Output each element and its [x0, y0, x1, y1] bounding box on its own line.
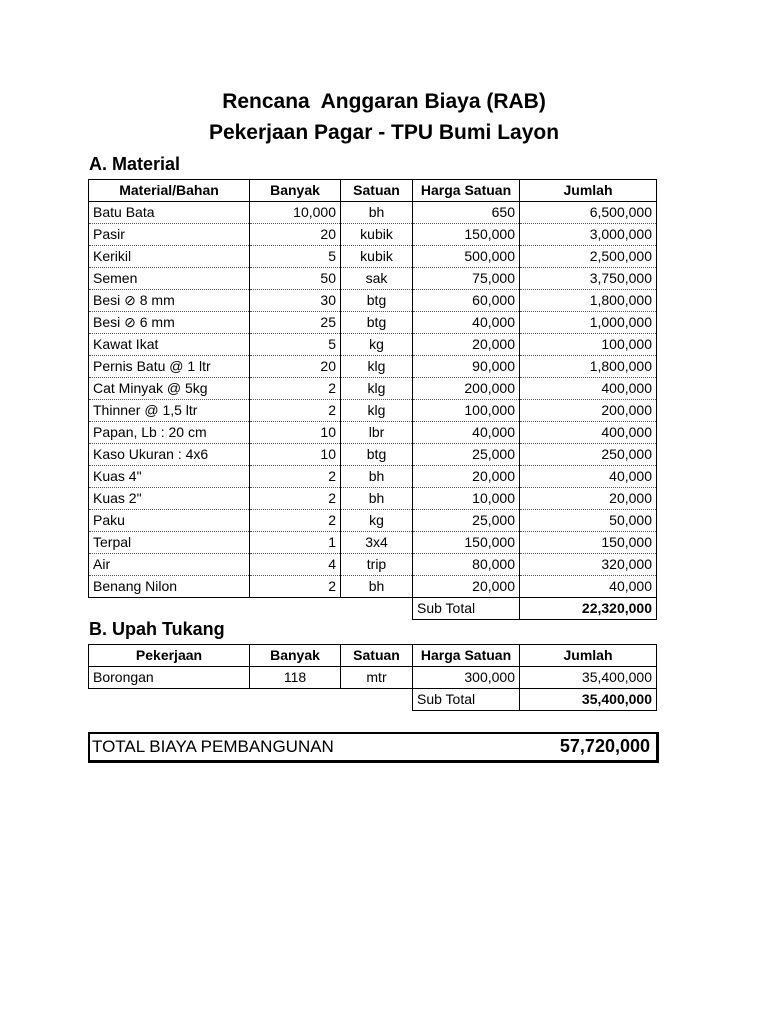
cell-unit-price: 90,000 — [413, 356, 520, 378]
column-header: Banyak — [250, 180, 341, 202]
table-row — [89, 532, 657, 554]
cell-amount: 400,000 — [520, 378, 657, 400]
cell-unit-price: 25,000 — [413, 444, 520, 466]
table-row — [89, 444, 657, 466]
column-header: Harga Satuan — [413, 180, 520, 202]
cell-amount: 2,500,000 — [520, 246, 657, 268]
table-row — [89, 268, 657, 290]
cell-unit: kubik — [341, 246, 413, 268]
cell-item: Batu Bata — [89, 202, 250, 224]
cell-unit: klg — [341, 378, 413, 400]
cell-item: Paku — [89, 510, 250, 532]
cell-quantity: 25 — [250, 312, 341, 334]
column-header: Material/Bahan — [89, 180, 250, 202]
table-row — [89, 312, 657, 334]
cell-item: Besi ⊘ 8 mm — [89, 290, 250, 312]
cell-unit-price: 20,000 — [413, 576, 520, 598]
cell-quantity: 10 — [250, 444, 341, 466]
cell-item: Kawat Ikat — [89, 334, 250, 356]
cell-quantity: 10 — [250, 422, 341, 444]
table-header-row — [89, 645, 657, 667]
cell-item: Kerikil — [89, 246, 250, 268]
cell-item: Air — [89, 554, 250, 576]
cell-amount: 400,000 — [520, 422, 657, 444]
cell-item: Benang Nilon — [89, 576, 250, 598]
cell-quantity: 2 — [250, 400, 341, 422]
grand-total-value: 57,720,000 — [559, 736, 650, 756]
column-header: Pekerjaan — [89, 645, 250, 667]
cell-item: Kuas 4" — [89, 466, 250, 488]
cell-unit-price: 100,000 — [413, 400, 520, 422]
subtotal-value: 35,400,000 — [520, 689, 657, 711]
column-header: Banyak — [250, 645, 341, 667]
column-header: Satuan — [341, 180, 413, 202]
cell-unit-price: 80,000 — [413, 554, 520, 576]
cell-amount: 250,000 — [520, 444, 657, 466]
cell-amount: 100,000 — [520, 334, 657, 356]
cell-quantity: 1 — [250, 532, 341, 554]
cell-item: Kaso Ukuran : 4x6 — [89, 444, 250, 466]
cell-unit-price: 200,000 — [413, 378, 520, 400]
table-row — [89, 510, 657, 532]
cell-amount: 1,800,000 — [520, 290, 657, 312]
grand-total-label: TOTAL BIAYA PEMBANGUNAN — [92, 737, 334, 756]
table-row — [89, 422, 657, 444]
labor-table — [88, 644, 657, 711]
cell-quantity: 5 — [250, 246, 341, 268]
cell-item: Pasir — [89, 224, 250, 246]
cell-unit: lbr — [341, 422, 413, 444]
cell-unit-price: 650 — [413, 202, 520, 224]
cell-unit: 3x4 — [341, 532, 413, 554]
table-row — [89, 378, 657, 400]
cell-unit: kg — [341, 334, 413, 356]
cell-item: Terpal — [89, 532, 250, 554]
cell-quantity: 118 — [250, 667, 341, 689]
cell-amount: 6,500,000 — [520, 202, 657, 224]
cell-quantity: 50 — [250, 268, 341, 290]
cell-quantity: 20 — [250, 356, 341, 378]
cell-amount: 1,800,000 — [520, 356, 657, 378]
cell-unit: klg — [341, 400, 413, 422]
subtotal-label: Sub Total — [413, 598, 520, 620]
cell-unit: mtr — [341, 667, 413, 689]
table-row — [89, 554, 657, 576]
cell-item: Papan, Lb : 20 cm — [89, 422, 250, 444]
cell-unit: btg — [341, 444, 413, 466]
cell-item: Borongan — [89, 667, 250, 689]
column-header: Satuan — [341, 645, 413, 667]
section-b-heading: B. Upah Tukang — [89, 619, 225, 639]
cell-amount: 3,000,000 — [520, 224, 657, 246]
column-header: Harga Satuan — [413, 645, 520, 667]
cell-unit-price: 25,000 — [413, 510, 520, 532]
cell-amount: 20,000 — [520, 488, 657, 510]
cell-unit: kubik — [341, 224, 413, 246]
column-header: Jumlah — [520, 180, 657, 202]
cell-unit: btg — [341, 312, 413, 334]
cell-unit: kg — [341, 510, 413, 532]
cell-quantity: 5 — [250, 334, 341, 356]
table-row — [89, 400, 657, 422]
material-table — [88, 179, 657, 620]
cell-unit-price: 60,000 — [413, 290, 520, 312]
table-row — [89, 667, 657, 689]
cell-unit-price: 500,000 — [413, 246, 520, 268]
cell-amount: 3,750,000 — [520, 268, 657, 290]
cell-item: Semen — [89, 268, 250, 290]
subtotal-row — [89, 598, 657, 620]
cell-amount: 40,000 — [520, 466, 657, 488]
cell-quantity: 10,000 — [250, 202, 341, 224]
cell-item: Cat Minyak @ 5kg — [89, 378, 250, 400]
cell-quantity: 2 — [250, 488, 341, 510]
cell-amount: 40,000 — [520, 576, 657, 598]
column-header: Jumlah — [520, 645, 657, 667]
subtotal-label: Sub Total — [413, 689, 520, 711]
cell-unit: btg — [341, 290, 413, 312]
cell-item: Pernis Batu @ 1 ltr — [89, 356, 250, 378]
cell-amount: 50,000 — [520, 510, 657, 532]
cell-unit: bh — [341, 576, 413, 598]
cell-unit-price: 150,000 — [413, 532, 520, 554]
cell-unit-price: 40,000 — [413, 422, 520, 444]
cell-unit-price: 75,000 — [413, 268, 520, 290]
cell-quantity: 2 — [250, 466, 341, 488]
cell-unit: bh — [341, 466, 413, 488]
cell-unit-price: 20,000 — [413, 334, 520, 356]
cell-unit-price: 20,000 — [413, 466, 520, 488]
cell-unit-price: 150,000 — [413, 224, 520, 246]
table-row — [89, 466, 657, 488]
cell-quantity: 30 — [250, 290, 341, 312]
table-row — [89, 290, 657, 312]
cell-quantity: 20 — [250, 224, 341, 246]
cell-quantity: 2 — [250, 378, 341, 400]
table-row — [89, 334, 657, 356]
cell-unit: bh — [341, 488, 413, 510]
document-title: Rencana Anggaran Biaya (RAB) — [222, 90, 546, 113]
document-subtitle: Pekerjaan Pagar - TPU Bumi Layon — [208, 121, 560, 144]
cell-quantity: 4 — [250, 554, 341, 576]
subtotal-value: 22,320,000 — [520, 598, 657, 620]
cell-amount: 35,400,000 — [520, 667, 657, 689]
cell-unit-price: 300,000 — [413, 667, 520, 689]
cell-quantity: 2 — [250, 576, 341, 598]
cell-item: Besi ⊘ 6 mm — [89, 312, 250, 334]
cell-unit-price: 10,000 — [413, 488, 520, 510]
cell-amount: 150,000 — [520, 532, 657, 554]
cell-unit: bh — [341, 202, 413, 224]
cell-amount: 200,000 — [520, 400, 657, 422]
table-row — [89, 576, 657, 598]
table-row — [89, 246, 657, 268]
table-row — [89, 202, 657, 224]
cell-amount: 1,000,000 — [520, 312, 657, 334]
cell-unit: sak — [341, 268, 413, 290]
cell-unit: trip — [341, 554, 413, 576]
section-a-heading: A. Material — [89, 154, 181, 174]
table-header-row — [89, 180, 657, 202]
grand-total-box — [88, 732, 659, 763]
table-row — [89, 356, 657, 378]
cell-amount: 320,000 — [520, 554, 657, 576]
cell-unit: klg — [341, 356, 413, 378]
cell-unit-price: 40,000 — [413, 312, 520, 334]
cell-quantity: 2 — [250, 510, 341, 532]
table-row — [89, 224, 657, 246]
table-row — [89, 488, 657, 510]
cell-item: Thinner @ 1,5 ltr — [89, 400, 250, 422]
subtotal-row — [89, 689, 657, 711]
cell-item: Kuas 2" — [89, 488, 250, 510]
